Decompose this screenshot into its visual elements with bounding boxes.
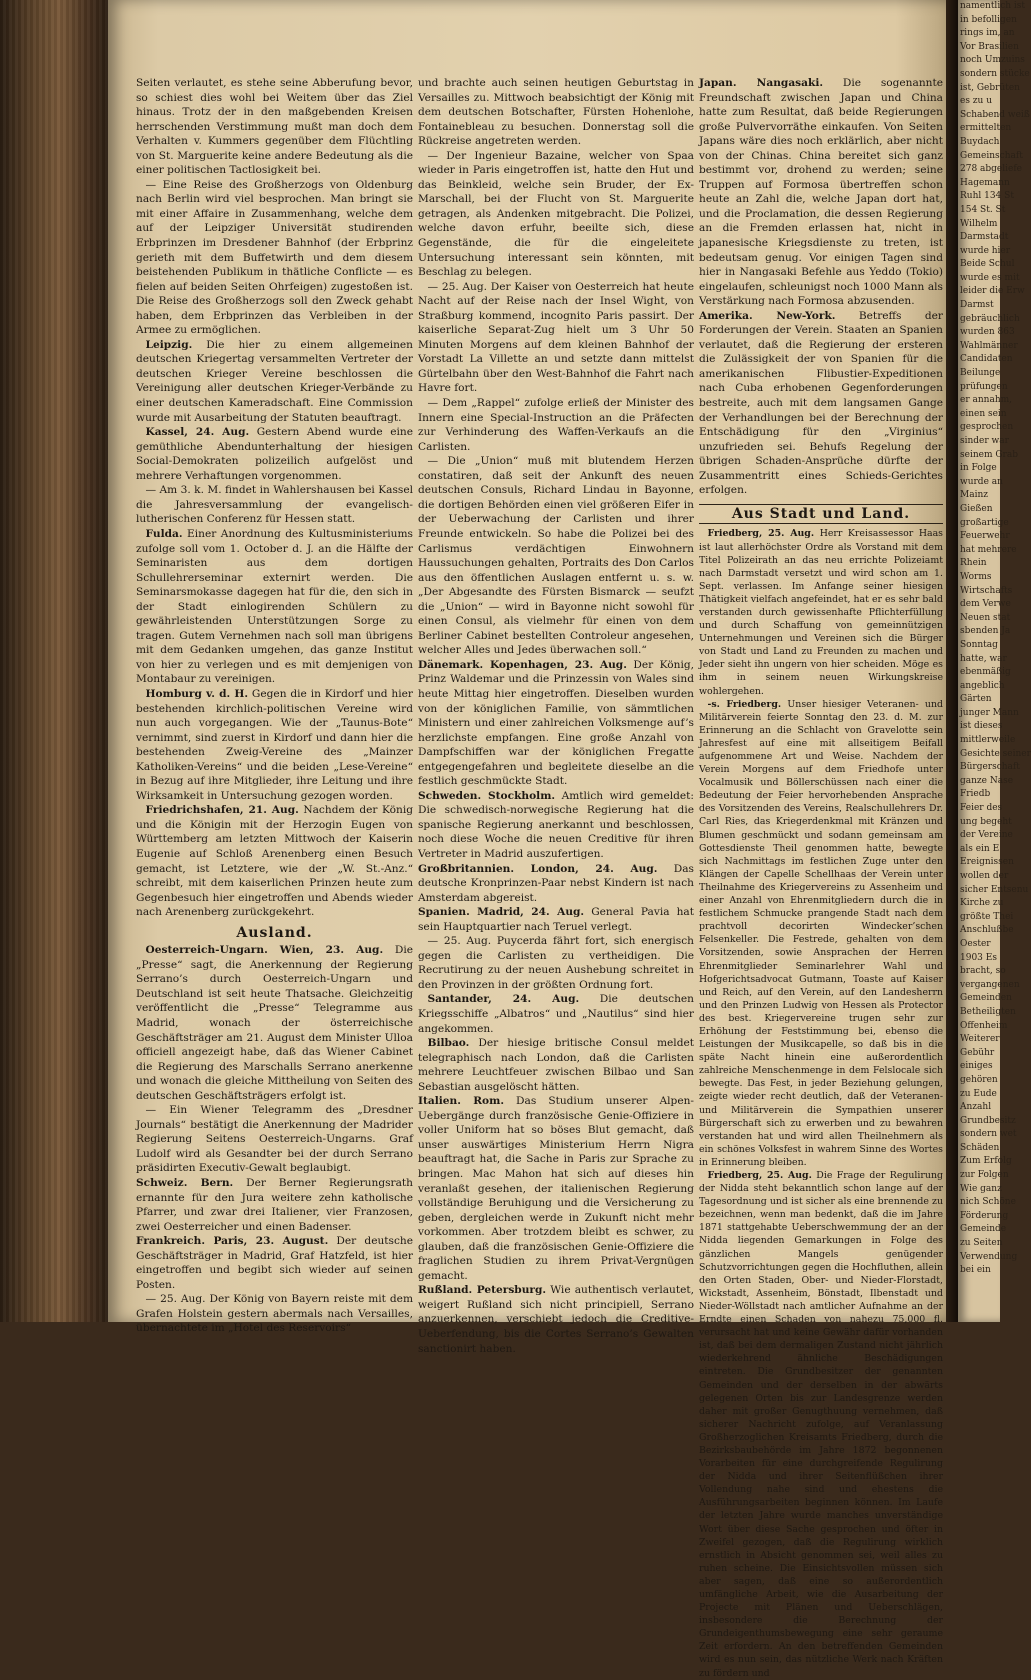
dateline: Santander, 24. Aug. xyxy=(427,993,580,1006)
paragraph-text: Der König, Prinz Waldemar und die Prinzessin von Wales sind heute Mittag hier eingetroffen. Dieselben wurden von der königlichen Familie, von sämmtlichen Ministern und einer zahlreichen Volksmenge auf’s herzlichste empfangen. Eine große Anzahl von Dampfschiffen war der königlichen Fregatte entgegengefahren und begleitete dieselbe an die festlich geschmückte Stadt. xyxy=(418,658,695,788)
paragraph-text: Unser hiesiger Veteranen- und Militärverein feierte Sonntag den 23. d. M. zur Erinnerung an die Schlacht von Gravelotte sein Jahresfest auf eine mit allseitigem Beifall aufgenommene Art und Weise. Nachdem der Verein Morgens auf dem Friedhofe unter Vocalmusik und Böllerschüssen nach einer die Bedeutung der Feier hervorhebenden Ansprache des Vorsitzenden des Vereins, Realschullehrers Dr. Carl Ries, das Kriegerdenkmal mit Kränzen und Blumen geschmückt und sodann gemeinsam am Gottesdienste Theil genommen hatte, bewegte sich Nachmittags im festlichen Zuge unter den Klängen der Capelle Schellhaas der Verein unter Theilnahme des Kriegervereins zu Assenheim und einer Anzahl von Ehrenmitgliedern durch die in festlichem Schmucke prangende Stadt nach dem prachtvoll decorirten Windecker’schen Felsenkeller. Die Festrede, gehalten von dem Vorsitzenden, sowie Ansprachen der Herren Ehrenmitglieder Seminarlehrer Wahl und Hofgerichtsadvocat Gutmann, Toaste auf Kaiser und Reich, auf den Verein, auf den Landesherrn und den Prinzen Ludwig von Hessen als Protector des best. Kriegervereine trugen sehr zur Erhöhung der Feststimmung bei, ebenso die Leistungen der Musikcapelle, so daß bis in die späte Nacht hinein eine außerordentlich zahlreiche Menschenmenge in dem Felslocale sich bewegte. Das Fest, in jeder Beziehung gelungen, zeigte wieder recht deutlich, daß der Veteranen- und Militärverein die Sympathien unserer Bürgerschaft sich zu erwerben und zu bewahren verstanden hat und wird allen Theilnehmern als ein schönes Volksfest in wahrem Sinne des Wortes in Erinnerung bleiben. xyxy=(699,698,943,1168)
adjacent-page-fragment: Anschlußbe xyxy=(960,925,1014,936)
dateline: Rußland. Petersburg. xyxy=(418,1284,547,1297)
paragraph-text: Die „Presse“ sagt, die Anerkennung der Regierung Serrano’s durch Oesterreich-Ungarn und Deutschland ist seit heute Thatsache. Gleichzeitig veröffentlicht die „Presse“ Telegramme aus Madrid, wonach der österreichische Geschäftsträger am 21. August dem Minister Ulloa officiell angezeigt habe, daß das Wiener Cabinet die Regierung des Marschalls Serrano anerkenne und wonach die gleiche Mittheilung von Seiten des deutschen Geschäftsträgers erfolgt ist. xyxy=(136,944,413,1102)
adjacent-page-fragment: Wilhelm xyxy=(960,218,998,229)
adjacent-page-fragment: sondern wet xyxy=(960,1129,1017,1140)
dateline: Amerika. New-York. xyxy=(699,309,836,322)
adjacent-page-fragment: in befolligen xyxy=(960,14,1017,25)
article-paragraph xyxy=(136,425,413,483)
adjacent-page-fragment: wollen der xyxy=(960,871,1009,881)
adjacent-page-fragment: gebräuchlich xyxy=(960,313,1020,324)
article-paragraph xyxy=(136,1292,413,1336)
dateline: -s. Friedberg. xyxy=(707,698,782,710)
article-paragraph xyxy=(136,1234,413,1292)
adjacent-page-fragment: Rhein xyxy=(960,558,987,569)
paragraph-text: Einer Anordnung des Kultusministeriums zufolge soll vom 1. October d. J. an die Hälfte der Seminaristen aus dem dortigen Schullehrerseminar externirt werden. Die Seminarsmokasse dagegen hat für die, den sich in der Stadt einlogirenden Schülern zu gewährleistenden Unterstützungen Sorge zu tragen. Gutem Vernehmen nach soll man übrigens mit dem Gedanken umgehen, das ganze Institut von hier zu verlegen und es mit demjenigen von Montabaur zu vereinigen. xyxy=(136,527,413,686)
section-heading: Aus Stadt und Land. xyxy=(699,504,943,525)
adjacent-page-fragment: vergangenen xyxy=(960,979,1020,990)
newspaper-page xyxy=(108,0,946,1679)
adjacent-page-fragment: bei ein xyxy=(960,1265,991,1276)
dateline: Schweden. Stockholm. xyxy=(418,789,556,802)
adjacent-page-fragment: Beide Schul xyxy=(960,259,1015,270)
adjacent-page-fragment: Gießen xyxy=(960,503,993,514)
paragraph-text: Der hiesige britische Consul meldet telegraphisch nach London, daß die Carlisten mehrere Leuchtfeuer zwischen Bilbao und San Sebastian ausgelöscht hätten. xyxy=(418,1037,694,1093)
article-paragraph xyxy=(136,1176,413,1234)
adjacent-page-fragment: Neuen stat xyxy=(960,612,1011,623)
adjacent-page-fragment: Wahlmänner xyxy=(960,340,1018,351)
book-spine xyxy=(0,0,108,1322)
paragraph-text: Die sogenannte Freundschaft zwischen Japan und China hatte zum Resultat, daß beide Regierungen große Pulvervorräthe einkaufen. Von Seiten Japans wäre dies noch erklärlich, aber nicht von der Chinas. China bereitet sich ganz bestimmt vor, drohend zu werden; seine Truppen auf Formosa übertreffen schon heute an Zahl die, welche Japan dort hat, und die Proclamation, die dessen Regierung an die Fremden erlassen hat, nicht in japanesische Kriegsdienste zu treten, ist bedeutsam genug. Vor einigen Tagen sind hier in Nangasaki Befehle aus Yeddo (Tokio) eingelaufen, schleunigst noch 1000 Mann als Verstärkung nach Formosa abzusenden. xyxy=(699,77,943,308)
adjacent-page-fragment: nich Schöne xyxy=(960,1197,1016,1208)
paragraph-text: Amtlich wird gemeldet: Die schwedisch-norwegische Regierung hat die spanische Regierung anerkannt und beschlossen, noch diese Woche die neuen Creditive für ihren Vertreter in Madrid auszufertigen. xyxy=(418,789,694,860)
adjacent-page-fragment: einiges xyxy=(960,1061,993,1072)
adjacent-page-fragment: der Vereine xyxy=(960,830,1013,841)
dateline: Friedberg, 25. Aug. xyxy=(707,528,815,540)
adjacent-page-fragment: namentlich ist xyxy=(960,1,1026,11)
adjacent-page-fragment: dem Verwe xyxy=(960,599,1011,610)
adjacent-page-fragment: ebenmäßig xyxy=(960,667,1011,678)
adjacent-page-fragment: Zum Erfolg xyxy=(960,1156,1012,1167)
paragraph-text: Nachdem der König und die Königin mit der Herzogin Eugen von Württemberg am letzten Mittwoch der Kaiserin Eugenie auf Schloß Arenenberg einen Besuch gemacht, ist Letztere, wie der „W. St.-Anz.“ schreibt, mit dem kaiserlichen Prinzen heute zum Gegenbesuch hier eingetroffen und Abends wieder nach Arenenberg zurückgekehrt. xyxy=(136,804,414,919)
adjacent-page-fragment: Gärten xyxy=(960,694,992,705)
adjacent-page-fragment: Candidaten xyxy=(960,354,1013,365)
adjacent-page-edge xyxy=(958,0,1031,1322)
article-paragraph xyxy=(136,483,413,527)
adjacent-page-fragment: leider die Erw xyxy=(960,286,1025,297)
dateline: Friedberg, 25. Aug. xyxy=(707,1170,812,1181)
adjacent-page-fragment: großartige xyxy=(960,517,1009,528)
adjacent-page-fragment: mittlerweile xyxy=(960,735,1016,746)
adjacent-page-fragment: 154 St. St xyxy=(960,204,1006,215)
adjacent-page-fragment: Wie ganz xyxy=(960,1183,1002,1194)
dateline: Frankreich. Paris, 23. August. xyxy=(136,1235,329,1248)
adjacent-page-fragment: Sonntag xyxy=(960,639,998,650)
book-gutter xyxy=(946,0,958,1322)
adjacent-page-fragment: Buydach xyxy=(960,136,1000,147)
adjacent-page-fragment: Worms xyxy=(960,571,992,582)
paragraph-text: Betreffs der Forderungen der Verein. Staaten an Spanien verlautet, daß die Regierung der ersteren die Zulässigkeit der von Spanien für die amerikanischen Flibustier-Expeditionen nach Cuba erhobenen Gegenforderungen bestreite, auch mit dem langsamen Gange der Verhandlungen bei der Berechnung der Entschädigung für den „Virginius“ unzufrieden sei. Behufs Regelung der übrigen Schaden-Ansprüche dürfte der Zusammentritt eines Schieds-Gerichtes erfolgen. xyxy=(699,309,943,497)
adjacent-page-fragment: Mainz xyxy=(960,490,988,501)
adjacent-page-fragment: angeblich xyxy=(960,680,1005,691)
adjacent-page-fragment: Verwendung xyxy=(960,1251,1018,1262)
adjacent-page-fragment: einen sein xyxy=(960,408,1007,419)
adjacent-page-fragment: seinem Grab xyxy=(960,449,1018,460)
adjacent-page-fragment: hat mehrere xyxy=(960,544,1017,555)
article-paragraph xyxy=(136,76,413,178)
adjacent-page-fragment: wurde hier xyxy=(960,245,1011,256)
adjacent-page-fragment: noch Umzuins xyxy=(960,55,1025,66)
adjacent-page-fragment: hatte, war xyxy=(960,653,1007,664)
adjacent-page-fragment: prüfungen xyxy=(960,381,1008,392)
adjacent-page-fragment: Ereignissen xyxy=(960,857,1014,868)
adjacent-page-fragment: Feuerwehr xyxy=(960,531,1010,542)
dateline: Fulda. xyxy=(145,527,183,540)
article-paragraph xyxy=(136,178,413,338)
adjacent-page-fragment: als ein E xyxy=(960,843,1000,854)
column-1 xyxy=(136,76,414,1335)
paragraph-text: Herr Kreisassessor Haas ist laut allerhöchster Ordre als Vorstand mit dem Titel Polizeirath an das neu errichte Polizeiamt nach Darmstadt versetzt und wird schon am 1. Sept. verlassen. Im Anfange seiner hiesigen Thätigkeit vielfach angefeindet, hat er es sehr bald verstanden durch gewissenhafte Pflichterfüllung und durch Schaffung von gemeinnützigen Unternehmungen und Vereinen sich die Bürger von Stadt und Land zu Freunden zu machen und Jeder sieht ihn ungern von hier scheiden. Möge es ihm in seinem neuen Wirkungskreise wohlergehen. xyxy=(699,528,943,697)
adjacent-page-fragment: zur Folgen xyxy=(960,1170,1009,1181)
adjacent-page-fragment: wurden 863 xyxy=(960,327,1015,338)
adjacent-page-fragment: größte Thei xyxy=(960,911,1014,922)
adjacent-page-fragment: ung begeht xyxy=(960,816,1012,827)
paragraph-text: — Der Ingenieur Bazaine, welcher von Spaa wieder in Paris eingetroffen ist, hatte den Hut und das Beinkleid, welche sein Bruder, der Ex-Marschall, bei der Flucht von St. Marguerite getragen, als Andenken mitgebracht. Die Polizei, welche davon erfuhr, beeilte sich, diese Gegenstände, die für die eingeleitete Untersuchung interessant sein könnten, mit Beschlag zu belegen. xyxy=(418,149,694,279)
paragraph-text: Das Studium unserer Alpen-Uebergänge durch französische Genie-Offiziere in voller Uniform hat so böses Blut gemacht, daß unser auswärtiges Ministerium Herrn Nigra beauftragt hat, die Sache in Paris zur Sprache zu bringen. Mac Mahon hat sich auf dieses hin veranlaßt gesehen, der italienischen Regierung vollständige Beruhigung und die Versicherung zu geben, dergleichen werde in Zukunft nicht mehr vorkommen. Aber trotzdem bleibt es schwer, zu glauben, daß die französischen Genie-Offiziere die fraglichen Studien zu ihrem Privat-Vergnügen gemacht. xyxy=(418,1095,694,1282)
article-paragraph xyxy=(418,76,694,149)
adjacent-page-fragment: ist, Gebrüten xyxy=(960,82,1020,93)
article-paragraph xyxy=(418,396,694,454)
adjacent-page-fragment: Schäden xyxy=(960,1142,1000,1153)
adjacent-page-fragment: Darmstadt xyxy=(960,232,1009,243)
article-paragraph xyxy=(418,992,694,1036)
paragraph-text: Die hier zu einem allgemeinen deutschen Kriegertag versammelten Vertreter der deutschen Krieger Vereine beschlossen die Vereinigung aller deutschen Krieger-Verbände zu einer deutschen Kameradschaft. Eine Commission wurde mit Ausarbeitung der Statuten beauftragt. xyxy=(136,338,413,424)
adjacent-page-fragment: er annahm, xyxy=(960,395,1013,406)
adjacent-page-fragment: Gemeinde xyxy=(960,1224,1007,1235)
adjacent-page-fragment: Feier des xyxy=(960,803,1003,814)
article-paragraph xyxy=(418,454,694,658)
adjacent-page-fragment: wurde es mit xyxy=(960,272,1020,283)
adjacent-page-fragment: gesprochen xyxy=(960,422,1014,433)
paragraph-text: — Eine Reise des Großherzogs von Oldenburg nach Berlin wird viel besprochen. Man bringt sie mit einer Affaire in Zusammenhang, welche dem auf der Leipziger Universität studirenden Erbprinzen im Dresdener Bahnhof (der Erbprinz gerieth mit dem Buffetwirth und dem diesem beistehenden Publikum in thätliche Conflicte — es fielen auf beiden Seiten Ohrfeigen) zugestoßen ist. Die Reise des Großherzogs soll den Zweck gehabt haben, dem Erbprinzen das Verbleiben in der Armee zu ermöglichen. xyxy=(136,178,413,337)
adjacent-page-fragment: 1903 Es xyxy=(960,952,997,963)
adjacent-page-fragment: Hagemann xyxy=(960,177,1010,188)
paragraph-text: Der Berner Regierungsrath ernannte für den Jura weitere zehn katholische Pfarrer, und zwar drei Italiener, vier Franzosen, zwei Oesterreicher und einen Badenser. xyxy=(136,1177,414,1233)
adjacent-page-fragment: zu Seiten xyxy=(960,1238,1003,1249)
article-paragraph xyxy=(418,1036,694,1094)
column-3 xyxy=(699,76,943,1679)
adjacent-page-fragment: Offenheim xyxy=(960,1020,1008,1031)
article-paragraph xyxy=(699,76,943,309)
adjacent-page-fragment: bracht, so xyxy=(960,966,1006,977)
adjacent-page-fragment: Beilunge xyxy=(960,368,1001,379)
dateline: Friedrichshafen, 21. Aug. xyxy=(145,804,299,817)
paragraph-text: und brachte auch seinen heutigen Geburtstag in Versailles zu. Mittwoch beabsichtigt der König mit dem deutschen Botschafter, Fürsten Hohenlohe, Fontainebleau zu besuchen. Donnerstag soll die Rückreise angetreten werden. xyxy=(418,77,694,148)
adjacent-page-fragment: Förderung xyxy=(960,1210,1009,1221)
dateline: Japan. Nangasaki. xyxy=(699,77,824,89)
dateline: Kassel, 24. Aug. xyxy=(145,426,250,439)
paragraph-text: — Dem „Rappel“ zufolge erließ der Minister des Innern eine Special-Instruction an die Präfecten zur Verhinderung des Waffen-Verkaufs an die Carlisten. xyxy=(418,397,694,453)
paragraph-text: Wie authentisch verlautet, weigert Rußland sich nicht principiell, Serrano anzuerkennen, verschiebt jedoch die Creditive-Ueberfendung, bis die Cortes Serrano’s Gewalten sanctionirt haben. xyxy=(418,1284,694,1355)
adjacent-page-fragment: sbenden Ja xyxy=(960,626,1011,637)
adjacent-page-fragment: 278 abgeliefe xyxy=(960,164,1022,175)
article-paragraph xyxy=(418,934,694,992)
paragraph-text: — Ein Wiener Telegramm des „Dresdner Journals“ bestätigt die Anerkennung der Madrider Regierung Seitens Oesterreich-Ungarns. Graf Ludolf wird als Gesandter bei der durch Serrano präsidirten Executiv-Gewalt beglaubigt. xyxy=(136,1104,413,1175)
adjacent-page-fragment: Friedb xyxy=(960,789,991,800)
adjacent-page-fragment: sinder war xyxy=(960,436,1009,446)
article-paragraph xyxy=(418,862,694,906)
adjacent-page-fragment: Darmst xyxy=(960,300,994,311)
article-paragraph xyxy=(418,789,694,862)
article-paragraph xyxy=(136,338,413,425)
article-paragraph xyxy=(418,1283,694,1356)
column-2 xyxy=(418,76,695,1355)
article-paragraph xyxy=(136,687,413,803)
paragraph-text: — Am 3. k. M. findet in Wahlershausen bei Kassel die Jahresversammlung der evangelisch-lutherischen Conferenz für Hessen statt. xyxy=(136,484,413,526)
section-heading: Ausland. xyxy=(236,924,313,941)
article-paragraph xyxy=(699,527,943,697)
article-paragraph xyxy=(136,527,413,687)
paragraph-text: — 25. Aug. Der Kaiser von Oesterreich hat heute Nacht auf der Reise nach der Insel Wight, von Straßburg kommend, incognito Paris passirt. Der kaiserliche Separat-Zug hielt um 3 Uhr 50 Minuten Morgens auf dem kleinen Bahnhof der Vorstadt La Villette an und setzte dann mittelst Gürtelbahn über den West-Bahnhof die Fahrt nach Havre fort. xyxy=(418,280,694,395)
adjacent-page-fragment: es zu u xyxy=(960,96,993,107)
adjacent-page-fragment: Kirche zu xyxy=(960,898,1004,909)
article-paragraph xyxy=(699,698,943,1169)
adjacent-page-fragment: Anzahl xyxy=(960,1102,992,1113)
adjacent-page-fragment: Oester xyxy=(960,938,991,949)
adjacent-page-fragment: Wirtschafts xyxy=(960,585,1013,596)
dateline: Großbritannien. London, 24. Aug. xyxy=(418,862,658,875)
article-paragraph xyxy=(418,658,694,789)
adjacent-page-fragment: Bürgerschaft xyxy=(960,762,1020,773)
article-paragraph xyxy=(418,149,694,280)
paragraph-text: — 25. Aug. Der König von Bayern reiste mit dem Grafen Holstein gestern abermals nach Versailles, übernachtete im „Hotel des Reservoirs“ xyxy=(136,1293,413,1335)
article-paragraph xyxy=(136,943,413,1103)
adjacent-page-fragment: ermittelten xyxy=(960,123,1012,134)
adjacent-page-fragment: Gemeinden xyxy=(960,993,1012,1004)
adjacent-page-fragment: Grundbesitz xyxy=(960,1115,1016,1126)
dateline: Spanien. Madrid, 24. Aug. xyxy=(418,906,585,919)
article-paragraph xyxy=(699,309,943,498)
paragraph-text: — Die „Union“ muß mit blutendem Herzen constatiren, daß seit der Ankunft des neuen deutschen Consuls, Richard Lindau in Bayonne, die dortigen Behörden einen viel größeren Eifer in der Ueberwachung der Carlisten und ihrer Freunde entwickeln. So habe die Polizei bei des Carlismus verdächtigen Einwohnern Haussuchungen gehalten, Portraits des Don Carlos aus den öffentlichen Auslagen entfernt u. s. w. „Der Abgesandte des Fürsten Bismarck — seufzt die „Union“ — wird in Bayonne nicht sowohl für einen Consul, als vielmehr für einen von dem Berliner Cabinet bestellten Controleur angesehen, welcher Alles und Jedes überwachen soll.“ xyxy=(418,455,694,657)
adjacent-page-fragment: Betheiligten xyxy=(960,1006,1016,1017)
adjacent-page-fragment: ist dieses xyxy=(960,721,1003,732)
dateline: Italien. Rom. xyxy=(418,1095,505,1108)
adjacent-page-fragment: junger Mann xyxy=(960,707,1019,718)
paragraph-text: Gestern Abend wurde eine gemüthliche Abendunterhaltung der hiesigen Social-Demokraten polizeilich aufgelöst und mehrere Verhaftungen vorgenommen. xyxy=(136,426,413,482)
adjacent-page-fragment: Gebühr xyxy=(960,1047,995,1058)
article-paragraph xyxy=(418,280,694,396)
adjacent-page-fragment: Gesichte seiner xyxy=(960,748,1031,759)
paragraph-text: Die Frage der Regulirung der Nidda steht bekanntlich schon lange auf der Tagesordnung und ist sicher als eine brennende zu bezeichnen, wenn man bedenkt, daß die im Jahre 1871 stattgehabte Ueberschwemmung der an der Nidda liegenden Gemarkungen in Folge des gänzlichen Mangels genügender Schutzvorrichtungen gegen die Hochfluthen, allein den Orten Staden, Ober- und Nieder-Florstadt, Wickstadt, Assenheim, Bönstadt, Ilbenstadt und Nieder-Wöllstadt nach amtlicher Aufnahme an der Erndte einen Schaden von nahezu 75,000 fl. verursacht hat und keine Gewähr dafür vorhanden ist, daß bei dem dermaligen Zustand nicht jährlich wiederkehrend ähnliche Beschädigungen eintreten. Die Grundbesitzer der genannten Gemeinden und der derselben in der abwärts gelegenen Orten bis zur Landesgrenze werden daher mit großer Genugthuung vernehmen, daß sicherer Nachricht zufolge, auf Veranlassung Großherzoglichen Kreisamts Friedberg, durch die Bezirksbaubehörde im Jahre 1872 begonnenen Vorarbeiten für eine durchgreifende Regulirung der Nidda und ihrer Seitenflüßchen ihrer Vollendung nahe sind und ehestens die Ausführungsarbeiten beginnen können. Im Laufe der letzten Jahre wurde manches unverständige Wort über diese Sache gesprochen und öfter in Zweifel gezogen, daß die Regulirung wirklich ernstlich in Absicht genommen sei, weil alles zu ruhen scheine. Die Einsichtsvollen müssen sich aber sagen, daß eine so außerordentlich umfängliche Arbeit, wie die Ausarbeitung der Projecte mit Plänen und Ueberschlägen, insbesondere die Berechnung der Grundeigenthumsbewegung eine sehr geraume Zeit erfordern. An den betreffenden Gemeinden wird es nun sein, das nützliche Werk nach Kräften zu fördern und xyxy=(699,1170,943,1679)
paragraph-text: Gegen die in Kirdorf und hier bestehenden kirchlich-politischen Vereine wird nun auch vorgegangen. Wie der „Taunus-Bote“ vernimmt, sind zuerst in Kirdorf und dann hier die bestehenden Zweig-Vereine des „Mainzer Katholiken-Vereins“ und die beiden „Lese-Vereine“ in Bezug auf ihre Mitglieder, ihre Leitung und ihre Wirksamkeit in Untersuchung gezogen worden. xyxy=(136,687,413,802)
article-paragraph xyxy=(418,1094,694,1283)
paragraph-text: General Pavia hat sein Hauptquartier nach Teruel verlegt. xyxy=(418,906,694,933)
adjacent-page-fragment: in Folge xyxy=(960,463,997,474)
adjacent-page-fragment: Schabend weiß xyxy=(960,109,1030,120)
article-paragraph xyxy=(418,905,694,934)
paragraph-text: Seiten verlautet, es stehe seine Abberufung bevor, so schiest dies wohl bei Weitem über das Ziel hinaus. Trotz der in den maßgebenden Kreisen herrschenden Verstimmung mußt man doch dem Verhalten v. Kummers gegenüber dem Flüchtling von St. Marguerite keine andere Bedeutung als die einer politischen Tactlosigkeit bei. xyxy=(136,77,413,177)
adjacent-page-fragment: sondern stücke xyxy=(960,68,1030,79)
dateline: Leipzig. xyxy=(145,338,193,351)
adjacent-page-fragment: Weiterer xyxy=(960,1034,1000,1045)
adjacent-page-fragment: rings im, an xyxy=(960,28,1015,39)
article-paragraph xyxy=(136,1103,413,1176)
paragraph-text: Die deutschen Kriegsschiffe „Albatros“ und „Nautilus“ sind hier angekommen. xyxy=(418,993,694,1035)
dateline: Oesterreich-Ungarn. Wien, 23. Aug. xyxy=(145,944,384,957)
dateline: Homburg v. d. H. xyxy=(145,687,249,700)
article-paragraph xyxy=(136,803,413,919)
adjacent-page-fragment: gehören xyxy=(960,1074,998,1085)
paragraph-text: — 25. Aug. Puycerda fährt fort, sich energisch gegen die Carlisten zu vertheidigen. Die Recrutirung zu der neuen Aushebung schreitet in den Provinzen in der größten Ordnung fort. xyxy=(418,935,694,991)
paragraph-text: Das deutsche Kronprinzen-Paar nebst Kindern ist nach Amsterdam abgereist. xyxy=(418,862,694,904)
article-paragraph xyxy=(699,1169,943,1680)
adjacent-page-fragment: Vor Brasilien xyxy=(960,41,1019,52)
dateline: Schweiz. Bern. xyxy=(136,1177,234,1190)
dateline: Bilbao. xyxy=(427,1037,470,1050)
paragraph-text: Der deutsche Geschäftsträger in Madrid, Graf Hatzfeld, ist hier eingetroffen und begibt sich wieder auf seinen Posten. xyxy=(136,1235,414,1291)
adjacent-page-fragment: wurde an xyxy=(960,476,1003,487)
dateline: Dänemark. Kopenhagen, 23. Aug. xyxy=(418,658,627,671)
adjacent-page-fragment: sicher Entsenu xyxy=(960,884,1029,895)
adjacent-page-fragment: ganze Nase xyxy=(960,775,1014,786)
adjacent-page-fragment: zu Eude xyxy=(960,1088,997,1099)
adjacent-page-fragment: Ruhl 134 St xyxy=(960,191,1014,202)
adjacent-page-fragment: Gemeinschaft xyxy=(960,150,1023,161)
